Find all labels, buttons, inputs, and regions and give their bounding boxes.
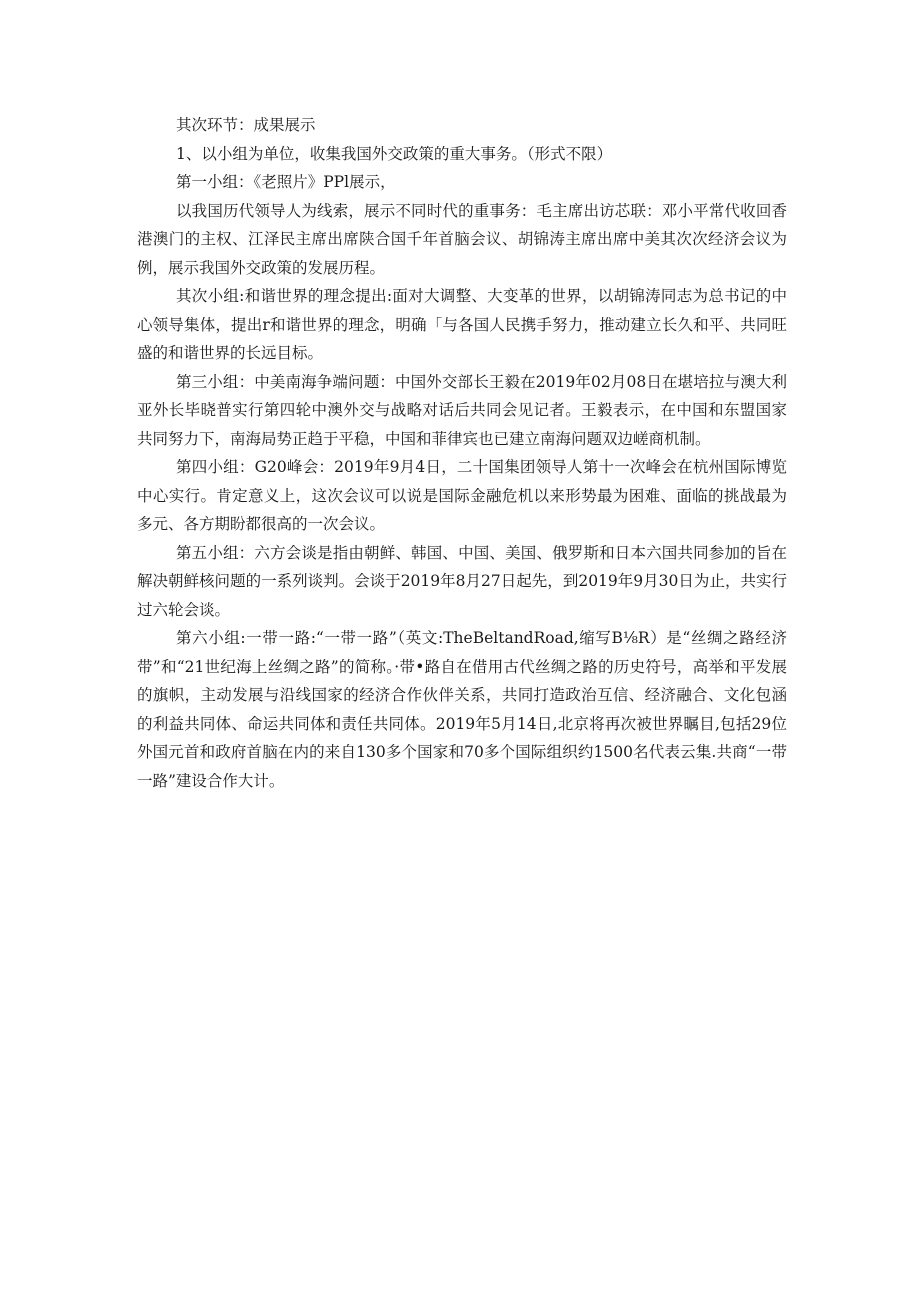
group-2-paragraph: 其次小组:和谐世界的理念提出:面对大调整、大变革的世界，以胡锦涛同志为总书记的中心领导集体，提出r和谐世界的理念，明确「与各国人民携手努力，推动建立长久和平、共同旺盛的和谐世界的长远目标。 bbox=[137, 287, 787, 362]
task-instruction: 1、以小组为单位，收集我国外交政策的重大事务。（形式不限） bbox=[176, 144, 613, 163]
group-1-description: 以我国历代领导人为线索，展示不同时代的重事务：毛主席出访芯联：邓小平常代收回香港澳门的主权、江泽民主席出席陕合国千年首脑会议、胡锦涛主席出席中美其次次经济会议为例，展示我国外交政策的发展历程。 bbox=[137, 201, 787, 277]
group-5-paragraph: 第五小组：六方会谈是指由朝鲜、韩国、中国、美国、俄罗斯和日本六国共同参加的旨在解决朝鲜核问题的一系列谈判。会谈于2019年8月27日起先，到2019年9月30日为止，共实行过六轮会谈。 bbox=[137, 543, 787, 619]
group-1-title: 第一小组：《老照片》PPl展示， bbox=[176, 173, 396, 191]
group-4-paragraph: 第四小组：G20峰会：2019年9月4日，二十国集团领导人第十一次峰会在杭州国际博览中心实行。肯定意义上，这次会议可以说是国际金融危机以来形势最为困难、面临的挑战最为多元、各方期盼都很高的一次会议。 bbox=[137, 458, 787, 533]
section-heading: 其次环节：成果展示 bbox=[176, 116, 316, 134]
document-body bbox=[137, 111, 787, 795]
group-3-paragraph: 第三小组：中美南海争端问题：中国外交部长王毅在2019年02月08日在堪培拉与澳大利亚外长毕晓普实行第四轮中澳外交与战略对话后共同会见记者。王毅表示，在中国和东盟国家共同努力下，南海局势正趋于平稳，中国和菲律宾也已建立南海问题双边嵯商机制。 bbox=[137, 372, 787, 448]
group-6-paragraph: 第六小组:一带一路:“一带一路”（英文:TheBeltandRoad,缩写B⅛R）是“丝绸之路经济带”和“21世纪海上丝绸之路”的简称。·带•路自在借用古代丝绸之路的历史符号，高举和平发展的旗帜，主动发展与沿线国家的经济合作伙伴关系，共同打造政治互信、经济融合、文化包涵的利益共同体、命运共同体和责任共同体。2019年5月14日,北京将再次被世界瞩目,包括29位外国元首和政府首脑在内的来自130多个国家和70多个国际组织约1500名代表云集.共商“一带一路”建设合作大计。 bbox=[137, 629, 787, 790]
